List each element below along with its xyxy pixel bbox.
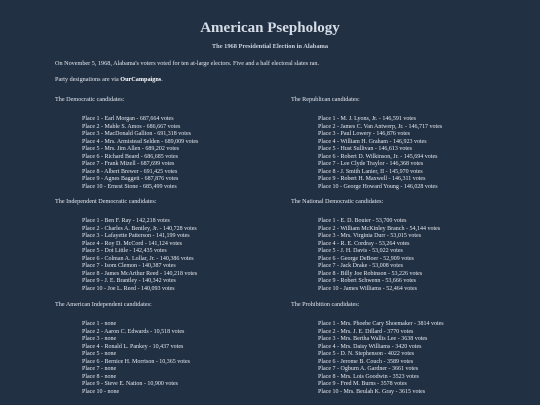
candidate-list bbox=[318, 116, 521, 191]
list-item: Place 2 - Mable S. Amos - 686,667 votes bbox=[82, 123, 181, 130]
list-item: Place 9 - Robert H. Maxwell - 146,311 votes bbox=[318, 176, 426, 182]
list-item: Place 1 - M. J. Lyons, Jr. - 146,591 votes bbox=[318, 116, 416, 122]
list-item: Place 4 - William H. Graham - 146,923 votes bbox=[318, 138, 427, 145]
list-item: Place 3 - Mrs. Bertha Wallis Lee - 3638 votes bbox=[318, 336, 428, 342]
intro-text: On November 5, 1968, Alabama's voters voted for ten at-large electors. Five and a half electoral slates ran. bbox=[55, 60, 320, 67]
list-item: Place 4 - Ronald L. Pankey - 10,437 votes bbox=[82, 343, 184, 350]
list-item: Place 2 - Charles A. Bentley, Jr. - 140,728 votes bbox=[82, 225, 197, 232]
list-item: Place 9 - Steve E. Nation - 10,900 votes bbox=[82, 381, 178, 387]
list-item: Place 8 - Billy Joe Robinson - 53,226 votes bbox=[318, 270, 423, 277]
list-item: Place 2 - Aaron C. Edwards - 10,518 votes bbox=[82, 328, 185, 335]
list-item: Place 4 - Mrs. Daisy Williams - 3420 votes bbox=[318, 343, 422, 350]
source-note bbox=[55, 76, 163, 83]
american-independent-section bbox=[55, 301, 285, 396]
list-item: Place 8 - none bbox=[82, 373, 117, 380]
section-heading: The Democratic candidates: bbox=[55, 96, 125, 103]
list-item: Place 3 - Mrs. Virginia Durr - 53,015 votes bbox=[318, 233, 422, 239]
list-item: Place 8 - J. Smith Lanier, II - 145,970 votes bbox=[318, 168, 423, 175]
list-item: Place 2 - William McKinley Branch - 54,144 votes bbox=[318, 225, 441, 232]
list-item: Place 5 - Hust Sullivan - 146,613 votes bbox=[318, 146, 412, 152]
list-item: Place 5 - J. H. Davis - 53,022 votes bbox=[318, 248, 403, 254]
source-suffix: . bbox=[161, 76, 163, 83]
candidate-list bbox=[82, 321, 285, 396]
list-item: Place 8 - Albert Brewer - 691,425 votes bbox=[82, 168, 178, 175]
list-item: Place 1 - E. D. Bouier - 53,700 votes bbox=[318, 218, 407, 224]
list-item: Place 4 - R. E. Cordray - 53,264 votes bbox=[318, 240, 410, 247]
republican-section bbox=[291, 96, 521, 191]
list-item: Place 6 - Jerome B. Couch - 3589 votes bbox=[318, 358, 414, 365]
list-item: Place 8 - Mrs. Lois Goodwin - 3523 votes bbox=[318, 373, 419, 380]
list-item: Place 9 - Agnes Baggett - 687,876 votes bbox=[82, 176, 179, 182]
section-heading: The Independent Democratic candidates: bbox=[55, 198, 157, 205]
list-item: Place 3 - Lafayette Patterson - 141,199 votes bbox=[82, 233, 190, 239]
list-item: Place 9 - J. E. Brantley - 140,342 votes bbox=[82, 278, 176, 284]
candidate-list bbox=[318, 218, 521, 293]
list-item: Place 9 - Robert Schwenn - 53,666 votes bbox=[318, 278, 416, 284]
list-item: Place 6 - Colman A. Lollar, Jr. - 140,386 votes bbox=[82, 255, 194, 262]
page-subtitle: The 1968 Presidential Election in Alabama bbox=[211, 43, 329, 50]
list-item: Place 10 - Joe L. Reed - 140,093 votes bbox=[82, 285, 175, 292]
list-item: Place 5 - Dot Little - 142,435 votes bbox=[82, 248, 167, 254]
list-item: Place 8 - James McArthur Reed - 140,218 votes bbox=[82, 270, 198, 277]
independent-democratic-section bbox=[55, 198, 285, 293]
list-item: Place 2 - Mrs. J. E. Dillard - 3770 votes bbox=[318, 328, 414, 335]
list-item: Place 6 - Richard Beard - 686,685 votes bbox=[82, 153, 178, 160]
list-item: Place 5 - Mrs. Jim Allen - 689,202 votes bbox=[82, 146, 179, 152]
list-item: Place 7 - Lee Clyde Traylor - 146,368 votes bbox=[318, 161, 424, 167]
list-item: Place 1 - Ben F. Ray - 142,218 votes bbox=[82, 218, 170, 224]
national-democratic-section bbox=[291, 198, 521, 293]
list-item: Place 10 - James Williams - 52,464 votes bbox=[318, 285, 417, 292]
list-item: Place 6 - Robert D. Wilkinson, Jr. - 145,694 votes bbox=[318, 153, 438, 160]
list-item: Place 2 - James C. Van Antwerp, Jr. - 146,717 votes bbox=[318, 123, 443, 130]
section-heading: The Republican candidates: bbox=[291, 96, 360, 103]
list-item: Place 7 - Frank Mizell - 687,699 votes bbox=[82, 161, 175, 167]
list-item: Place 7 - Ogburn A. Gardner - 3661 votes bbox=[318, 366, 419, 372]
list-item: Place 6 - Bernice H. Morrison - 10,365 votes bbox=[82, 358, 190, 365]
list-item: Place 1 - Earl Morgan - 687,664 votes bbox=[82, 116, 174, 122]
list-item: Place 10 - Ernest Stone - 685,499 votes bbox=[82, 183, 177, 190]
list-item: Place 3 - none bbox=[82, 336, 117, 342]
list-item: Place 5 - none bbox=[82, 351, 117, 357]
prohibition-section bbox=[291, 301, 521, 396]
section-heading: The American Independent candidates: bbox=[55, 301, 152, 308]
democratic-section bbox=[55, 96, 285, 191]
list-item: Place 1 - Mrs. Phoebe Cary Shoemaker - 3814 votes bbox=[318, 321, 444, 327]
list-item: Place 3 - MacDonald Gallion - 691,318 votes bbox=[82, 131, 191, 137]
candidate-list bbox=[82, 116, 285, 191]
list-item: Place 10 - none bbox=[82, 388, 120, 395]
list-item: Place 7 - Jack Drake - 53,008 votes bbox=[318, 263, 403, 269]
candidate-list bbox=[82, 218, 285, 293]
list-item: Place 6 - George DeBoer - 52,909 votes bbox=[318, 255, 414, 262]
list-item: Place 10 - Mrs. Beulah K. Gray - 3615 votes bbox=[318, 388, 426, 395]
list-item: Place 1 - none bbox=[82, 321, 117, 327]
list-item: Place 4 - Roy D. McCord - 141,124 votes bbox=[82, 240, 182, 247]
list-item: Place 4 - Mrs. Armistead Selden - 689,009 votes bbox=[82, 138, 199, 145]
section-heading: The National Democratic candidates: bbox=[291, 198, 384, 205]
list-item: Place 7 - Isom Clemon - 140,387 votes bbox=[82, 263, 176, 269]
list-item: Place 5 - D. N. Stephenson - 4022 votes bbox=[318, 351, 414, 357]
list-item: Place 3 - Paul Lowery - 146,876 votes bbox=[318, 131, 410, 137]
list-item: Place 7 - none bbox=[82, 366, 117, 372]
page-title: American Psephology bbox=[200, 20, 340, 36]
candidate-list bbox=[318, 321, 521, 396]
source-prefix: Party designations are via bbox=[55, 76, 121, 83]
ourcampaigns-link[interactable]: OurCampaigns bbox=[120, 76, 162, 83]
list-item: Place 10 - George Howard Young - 146,028 votes bbox=[318, 183, 438, 190]
list-item: Place 9 - Fred M. Burns - 3578 votes bbox=[318, 381, 407, 387]
section-heading: The Prohibition candidates: bbox=[291, 301, 360, 308]
